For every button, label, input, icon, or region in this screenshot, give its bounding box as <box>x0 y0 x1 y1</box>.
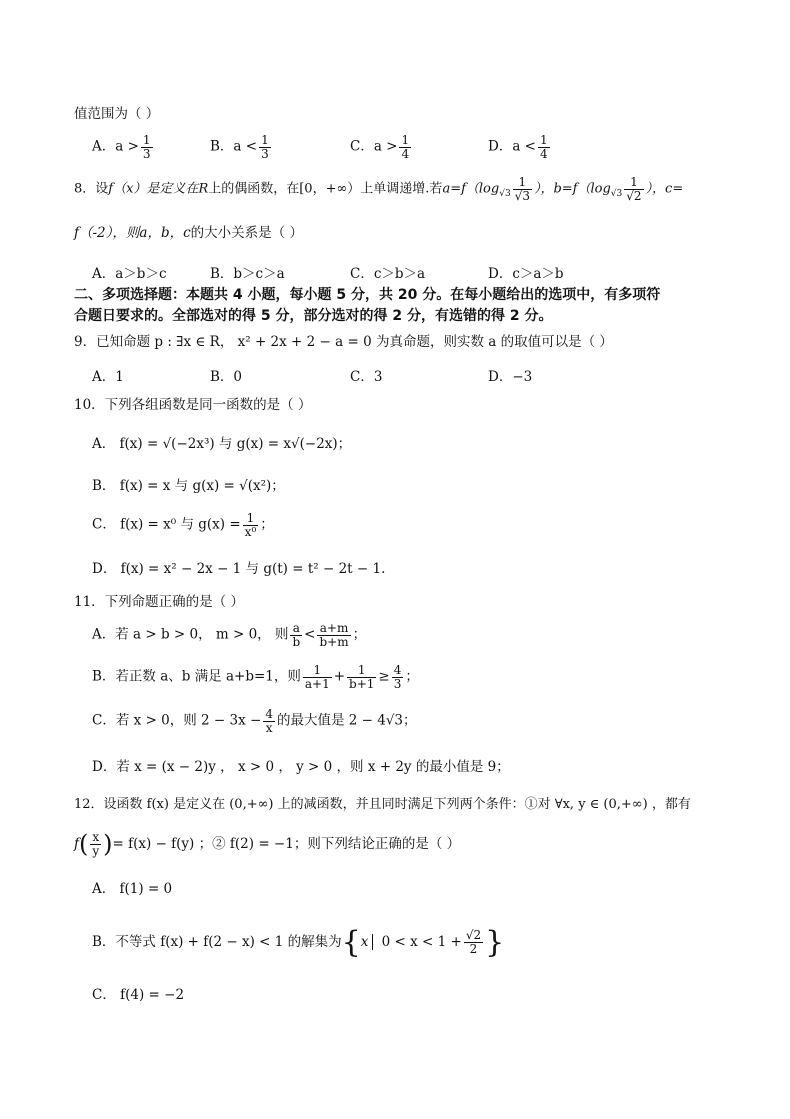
q10-option-d: D． f(x) = x² − 2x − 1 与 g(t) = t² − 2t − 1. <box>92 561 386 577</box>
numerator: 1 <box>347 664 376 678</box>
log-base: √3 <box>499 189 511 200</box>
set-condition: 0 < x < 1 + <box>381 934 462 950</box>
q12-text: = f(x) − f(y) ；② f(2) = −1；则下列结论正确的是（ ） <box>112 835 461 852</box>
option-text: A．若 a > b > 0， m > 0， 则 <box>92 626 289 643</box>
fraction <box>464 929 483 955</box>
numerator: a+m <box>317 622 350 636</box>
prev-option-b <box>210 134 273 160</box>
log-base: √3 <box>610 189 623 200</box>
q11-option-c <box>92 708 417 734</box>
option-text: B．若正数 a、b 满足 a+b=1，则 <box>92 668 301 685</box>
numerator: 1 <box>539 133 548 147</box>
q8-text: f（-2），则 <box>74 225 140 241</box>
denominator: a+1 <box>304 676 330 691</box>
section-heading <box>74 285 724 327</box>
fraction <box>303 664 332 690</box>
numerator: 1 <box>624 176 643 190</box>
section-heading-line1: 二、多项选择题：本题共 4 小题，每小题 5 分，共 20 分。在每小题给出的选项中，有多项符 <box>74 287 661 303</box>
denominator: 4 <box>539 146 548 161</box>
denominator: x⁰ <box>244 524 257 539</box>
option-text: ； <box>352 626 367 643</box>
option-text: B．不等式 f(x) + f(2 − x) < 1 的解集为 <box>92 934 342 950</box>
q9-option-b: B．0 <box>210 369 243 385</box>
denominator: 2 <box>469 942 478 956</box>
denominator: 3 <box>142 146 151 161</box>
prev-option-c <box>350 134 413 160</box>
denominator: 3 <box>393 676 402 691</box>
denominator: 3 <box>261 146 269 161</box>
q11-option-a <box>92 622 366 648</box>
fraction <box>392 664 404 690</box>
q12-option-b <box>92 925 504 960</box>
q8-text: f（x）是定义在 <box>108 181 199 197</box>
q10-option-b: B． f(x) = x 与 g(x) = √(x²)； <box>92 478 285 494</box>
q11-option-b <box>92 664 419 690</box>
q10-option-c <box>92 512 274 538</box>
fraction <box>513 176 532 202</box>
numerator: 1 <box>401 133 410 147</box>
greater-equal: ≥ <box>378 668 390 685</box>
q9-stem: 9．已知命题 p : ∃x ∈ R， x² + 2x + 2 − a = 0 为真命题，则实数 a 的取值可以是（ ） <box>74 334 613 350</box>
paren-right: ) <box>103 830 113 858</box>
q8-option-a: A．a＞b＞c <box>92 266 167 282</box>
plus: + <box>333 668 346 685</box>
prev-question-stem-tail: 值范围为（ ） <box>74 106 160 122</box>
q12-option-c: C． f(4) = −2 <box>92 987 185 1003</box>
q8-vars: a，b，c <box>139 225 191 241</box>
denominator: b <box>292 634 301 649</box>
fraction <box>259 134 271 160</box>
section-heading-line2: 合题日要求的。全部选对的得 5 分，部分选对的得 2 分，有选错的得 2 分。 <box>74 308 553 324</box>
q8-option-d: D．c＞a＞b <box>488 266 564 282</box>
fraction <box>624 176 643 202</box>
prev-option-d <box>488 134 552 160</box>
numerator: √2 <box>465 928 482 943</box>
fraction <box>347 664 376 690</box>
option-label: D．a < <box>488 138 536 155</box>
fraction <box>317 622 350 648</box>
denominator: y <box>92 843 100 858</box>
option-text: C． f(x) = x⁰ 与 g(x) = <box>92 516 241 533</box>
numerator: 4 <box>265 707 273 721</box>
fraction <box>90 831 101 857</box>
option-text: C．若 x > 0，则 2 − 3x − <box>92 712 262 729</box>
fraction <box>399 134 411 160</box>
q8-stem-line2 <box>74 225 303 241</box>
q10-option-a: A． f(x) = √(−2x³) 与 g(x) = x√(−2x)； <box>92 436 352 452</box>
denominator: b+1 <box>349 676 375 691</box>
denominator: √2 <box>626 188 642 203</box>
q9-option-c: C．3 <box>350 369 383 385</box>
numerator: 1 <box>513 176 532 190</box>
fraction <box>538 134 550 160</box>
q8-number: 8．设 <box>74 181 109 197</box>
q11-stem: 11．下列命题正确的是（ ） <box>74 594 244 610</box>
numerator: 1 <box>303 664 332 678</box>
q8-c-def: ），c= <box>645 181 684 197</box>
fraction <box>290 622 302 648</box>
brace-right: } <box>485 925 505 960</box>
q8-option-c: C．c＞b＞a <box>350 266 426 282</box>
q8-stem-line1 <box>74 176 683 202</box>
option-text: ； <box>405 668 419 685</box>
function-f: f <box>74 835 79 852</box>
option-text: ； <box>260 516 274 533</box>
denominator: √3 <box>514 188 530 203</box>
q10-stem: 10．下列各组函数是同一函数的是（ ） <box>74 397 312 413</box>
q8-b-def: ），b=f（log <box>533 181 611 197</box>
option-label: C．a > <box>350 138 398 155</box>
paren-left: ( <box>79 830 89 858</box>
q8-a-def: a=f（log <box>442 181 500 197</box>
fraction <box>243 512 259 538</box>
q8-option-b: B．b＞c＞a <box>210 266 285 282</box>
q12-option-a: A． f(1) = 0 <box>92 881 173 897</box>
q9-option-d: D．−3 <box>488 369 533 385</box>
fraction <box>263 708 275 734</box>
option-label: A．a > <box>92 138 139 155</box>
prev-option-a <box>92 134 155 160</box>
q12-stem-line1: 12．设函数 f(x) 是定义在 (0,+∞) 上的减函数，并且同时满足下列两个条件：①对 ∀x, y ∈ (0,+∞) ，都有 <box>74 797 691 812</box>
numerator: x <box>92 830 100 845</box>
q8-text: 的大小关系是（ ） <box>190 225 303 241</box>
q9-option-a: A．1 <box>92 369 124 385</box>
denominator: b+m <box>319 634 349 649</box>
option-label: B．a < <box>210 138 258 155</box>
numerator: 1 <box>142 133 151 147</box>
numerator: 1 <box>243 512 259 526</box>
q11-option-d: D．若 x = (x − 2)y ， x > 0 ， y > 0 ，则 x + 2y 的最小值是 9； <box>92 759 510 775</box>
denominator: 4 <box>401 146 410 161</box>
numerator: a <box>290 622 302 636</box>
option-text: 的最大值是 2 − 4√3； <box>276 712 417 729</box>
numerator: 1 <box>261 133 269 147</box>
q8-text: 上的偶函数，在[0，+∞）上单调递增.若 <box>208 181 443 197</box>
numerator: 4 <box>393 663 402 677</box>
fraction <box>141 134 153 160</box>
set-var: x <box>360 934 369 950</box>
denominator: x <box>265 720 273 735</box>
q8-set-r: R <box>198 181 209 197</box>
less-than: < <box>304 626 316 643</box>
q12-stem-line2 <box>74 830 460 859</box>
set-bar <box>372 934 377 950</box>
brace-left: { <box>341 925 361 960</box>
